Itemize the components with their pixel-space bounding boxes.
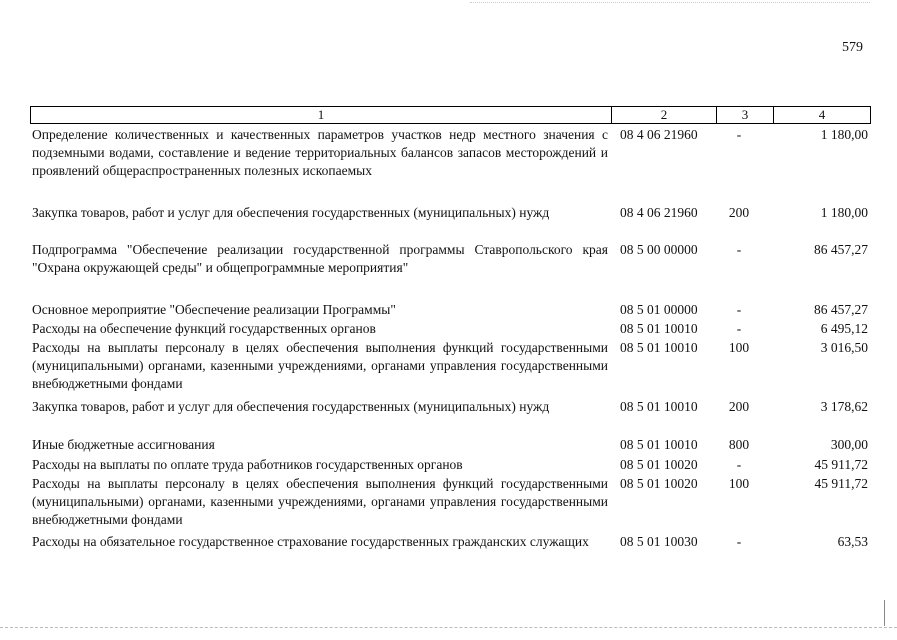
column-header-1: 1	[317, 107, 325, 122]
row-expense-type: 100	[728, 340, 750, 355]
row-code: 08 4 06 21960	[620, 205, 698, 220]
row-amount: 3 016,50	[820, 340, 868, 355]
row-code: 08 5 00 00000	[620, 242, 698, 257]
row-code: 08 5 01 10010	[620, 321, 698, 336]
row-description: Расходы на выплаты персоналу в целях обеспечения выполнения функций государственными (муниципальными) органами, казенными учреждениями, органами управления государственными внебюджетными фондами	[32, 340, 608, 392]
row-expense-type: -	[736, 242, 742, 257]
row-description: Расходы на выплаты по оплате труда работников государственных органов	[32, 457, 463, 472]
row-description: Расходы на выплаты персоналу в целях обеспечения выполнения функций государственными (муниципальными) органами, казенными учреждениями, органами управления государственными внебюджетными фондами	[32, 476, 608, 528]
row-code: 08 5 01 10010	[620, 437, 698, 452]
row-description: Определение количественных и качественных параметров участков недр местного значения с подземными водами, составление и ведение территориальных балансов запасов месторождений и проявлений общераспространенных полезных ископаемых	[32, 127, 608, 179]
row-code: 08 5 01 10020	[620, 457, 698, 472]
row-description: Расходы на обеспечение функций государственных органов	[32, 321, 376, 336]
row-amount: 63,53	[837, 534, 868, 549]
row-expense-type: -	[736, 534, 742, 549]
row-code: 08 5 01 10010	[620, 399, 698, 414]
column-header-4: 4	[818, 107, 826, 122]
page-number: 579	[842, 40, 863, 55]
row-code: 08 5 01 10010	[620, 340, 698, 355]
scan-edge-line	[884, 600, 885, 626]
row-amount: 45 911,72	[814, 476, 868, 491]
row-amount: 1 180,00	[820, 205, 868, 220]
row-expense-type: -	[736, 127, 742, 142]
bottom-scan-rule	[0, 627, 897, 629]
row-description: Основное мероприятие "Обеспечение реализации Программы"	[32, 302, 396, 317]
row-expense-type: 200	[728, 205, 750, 220]
row-expense-type: -	[736, 302, 742, 317]
row-code: 08 4 06 21960	[620, 127, 698, 142]
column-header-2: 2	[660, 107, 668, 122]
row-amount: 45 911,72	[814, 457, 868, 472]
row-expense-type: 800	[728, 437, 750, 452]
row-amount: 86 457,27	[814, 242, 868, 257]
row-expense-type: 100	[728, 476, 750, 491]
row-code: 08 5 01 10020	[620, 476, 698, 491]
column-header-3: 3	[741, 107, 749, 122]
table-header-row	[30, 106, 871, 124]
row-code: 08 5 01 10030	[620, 534, 698, 549]
row-description: Закупка товаров, работ и услуг для обеспечения государственных (муниципальных) нужд	[32, 399, 550, 414]
row-description: Расходы на обязательное государственное страхование государственных гражданских служащих	[32, 534, 589, 549]
row-description: Иные бюджетные ассигнования	[32, 437, 215, 452]
row-amount: 86 457,27	[814, 302, 868, 317]
row-expense-type: 200	[728, 399, 750, 414]
row-amount: 300,00	[830, 437, 868, 452]
top-scan-rule	[470, 2, 870, 4]
row-code: 08 5 01 00000	[620, 302, 698, 317]
row-amount: 3 178,62	[820, 399, 868, 414]
row-description: Подпрограмма "Обеспечение реализации государственной программы Ставропольского края "Охрана окружающей среды" и общепрограммные мероприятия"	[32, 242, 608, 276]
row-expense-type: -	[736, 457, 742, 472]
row-amount: 1 180,00	[820, 127, 868, 142]
row-expense-type: -	[736, 321, 742, 336]
row-amount: 6 495,12	[820, 321, 868, 336]
row-description: Закупка товаров, работ и услуг для обеспечения государственных (муниципальных) нужд	[32, 205, 550, 220]
